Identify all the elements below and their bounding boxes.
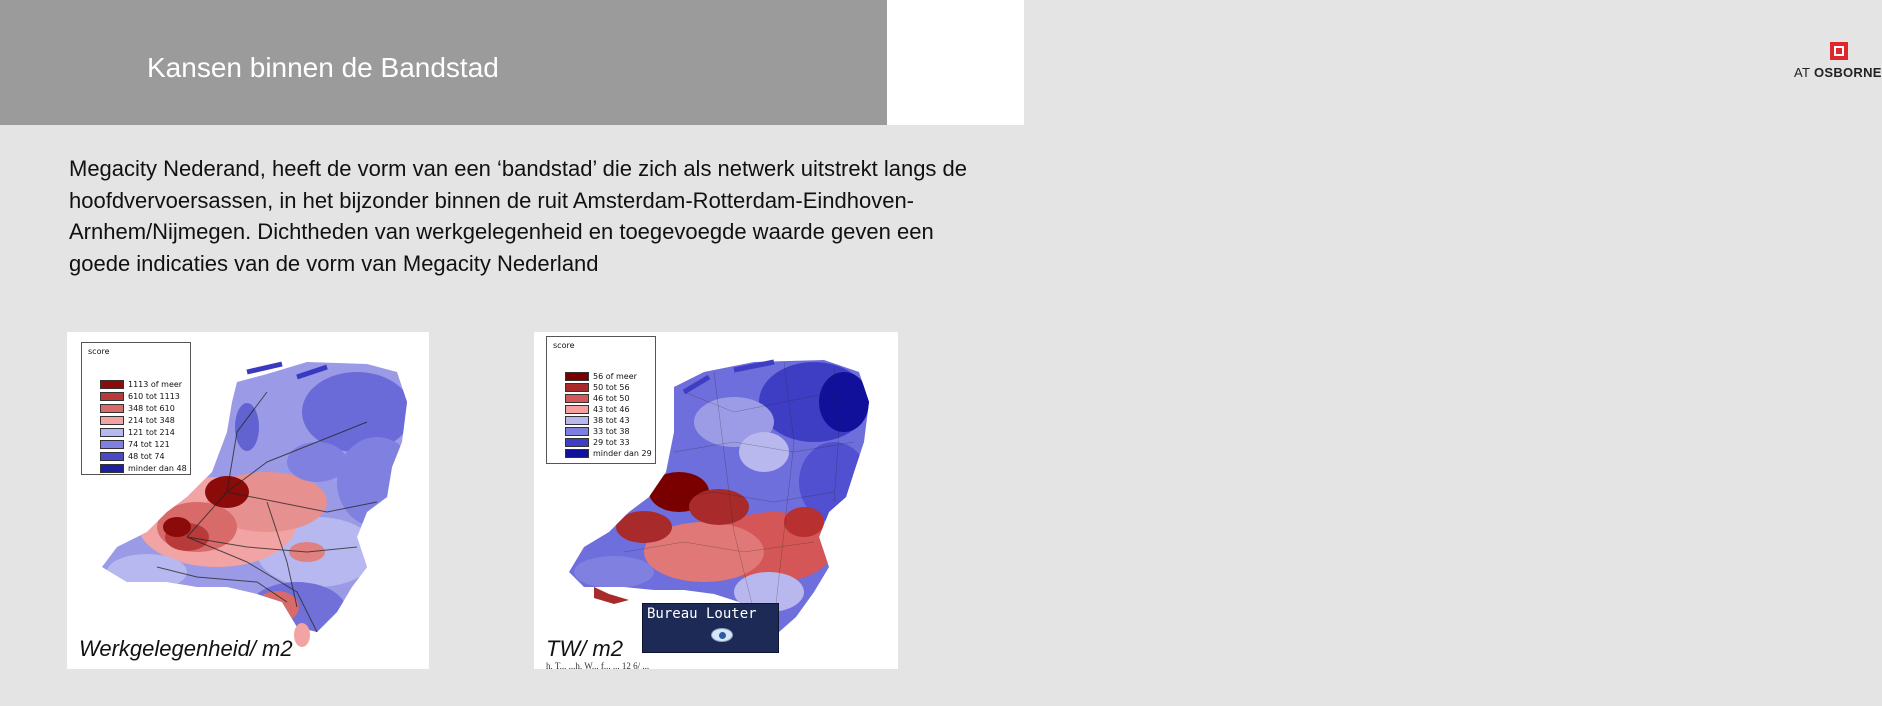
legend-swatch bbox=[565, 405, 589, 414]
legend-swatch bbox=[100, 452, 124, 461]
legend-label: 48 tot 74 bbox=[128, 451, 165, 461]
legend-title: score bbox=[88, 347, 110, 356]
legend-label: 121 tot 214 bbox=[128, 427, 175, 437]
legend-item bbox=[100, 391, 180, 401]
legend-swatch bbox=[565, 394, 589, 403]
legend-swatch bbox=[100, 380, 124, 389]
legend-label: minder dan 48 bbox=[128, 463, 187, 473]
legend-swatch bbox=[565, 383, 589, 392]
legend-item bbox=[565, 371, 637, 381]
legend-item bbox=[565, 448, 652, 458]
header-bar bbox=[0, 0, 887, 125]
legend-swatch bbox=[100, 392, 124, 401]
slide-title: Kansen binnen de Bandstad bbox=[147, 52, 499, 83]
legend-item bbox=[100, 403, 175, 413]
legend-item bbox=[565, 382, 630, 392]
legend-item bbox=[100, 463, 187, 473]
legend-swatch bbox=[565, 416, 589, 425]
brand-label: Bureau Louter bbox=[647, 606, 757, 622]
caption-value-added: TW/ m2 bbox=[546, 636, 623, 661]
legend-right bbox=[546, 336, 656, 464]
legend-swatch bbox=[100, 416, 124, 425]
legend-left bbox=[81, 342, 191, 475]
legend-item bbox=[565, 415, 630, 425]
legend-swatch bbox=[565, 438, 589, 447]
legend-item bbox=[100, 415, 175, 425]
legend-label: 74 tot 121 bbox=[128, 439, 170, 449]
legend-label: 56 of meer bbox=[593, 371, 637, 381]
legend-item bbox=[565, 426, 630, 436]
bureau-louter-banner bbox=[642, 603, 779, 653]
osborne-logo-icon bbox=[1830, 42, 1848, 60]
legend-swatch bbox=[565, 372, 589, 381]
caption-employment: Werkgelegenheid/ m2 bbox=[79, 636, 293, 661]
employment-density-map bbox=[67, 332, 429, 669]
legend-item bbox=[100, 379, 182, 389]
legend-swatch bbox=[100, 440, 124, 449]
legend-swatch bbox=[100, 464, 124, 473]
legend-label: 46 tot 50 bbox=[593, 393, 630, 403]
intro-paragraph: Megacity Nederand, heeft de vorm van een ‘bandstad’ die zich als netwerk uitstrekt langs de hoofdvervoersassen, in het bijzonder binnen de ruit Amsterdam-Rotterdam-Eindhoven-Arnhem/Nijmegen. Dichtheden van werkgelegenheid en toegevoegde waarde geven een goede indicaties van de vorm van Megacity Nederland bbox=[69, 156, 968, 276]
logo-panel bbox=[887, 0, 1882, 125]
legend-label: minder dan 29 bbox=[593, 448, 652, 458]
legend-label: 33 tot 38 bbox=[593, 426, 630, 436]
legend-item bbox=[565, 393, 630, 403]
source-note: h. T... ...h. W... f... ... 12 6/ ... bbox=[546, 661, 650, 671]
legend-label: 38 tot 43 bbox=[593, 415, 630, 425]
legend-item bbox=[100, 427, 175, 437]
legend-label: 43 tot 46 bbox=[593, 404, 630, 414]
legend-title: score bbox=[553, 341, 575, 350]
legend-label: 348 tot 610 bbox=[128, 403, 175, 413]
legend-label: 610 tot 1113 bbox=[128, 391, 180, 401]
legend-item bbox=[565, 437, 630, 447]
legend-item bbox=[100, 439, 170, 449]
legend-swatch bbox=[100, 404, 124, 413]
logo-prefix: AT bbox=[1794, 65, 1814, 80]
legend-label: 29 tot 33 bbox=[593, 437, 630, 447]
logo-brand: OSBORNE bbox=[1813, 65, 1882, 80]
osborne-logo-text bbox=[1794, 65, 1882, 80]
pupil-icon bbox=[719, 632, 726, 639]
legend-item bbox=[565, 404, 630, 414]
legend-swatch bbox=[100, 428, 124, 437]
eye-icon bbox=[711, 628, 733, 642]
legend-label: 214 tot 348 bbox=[128, 415, 175, 425]
legend-swatch bbox=[565, 449, 589, 458]
legend-label: 50 tot 56 bbox=[593, 382, 630, 392]
legend-swatch bbox=[565, 427, 589, 436]
legend-label: 1113 of meer bbox=[128, 379, 183, 389]
legend-item bbox=[100, 451, 165, 461]
